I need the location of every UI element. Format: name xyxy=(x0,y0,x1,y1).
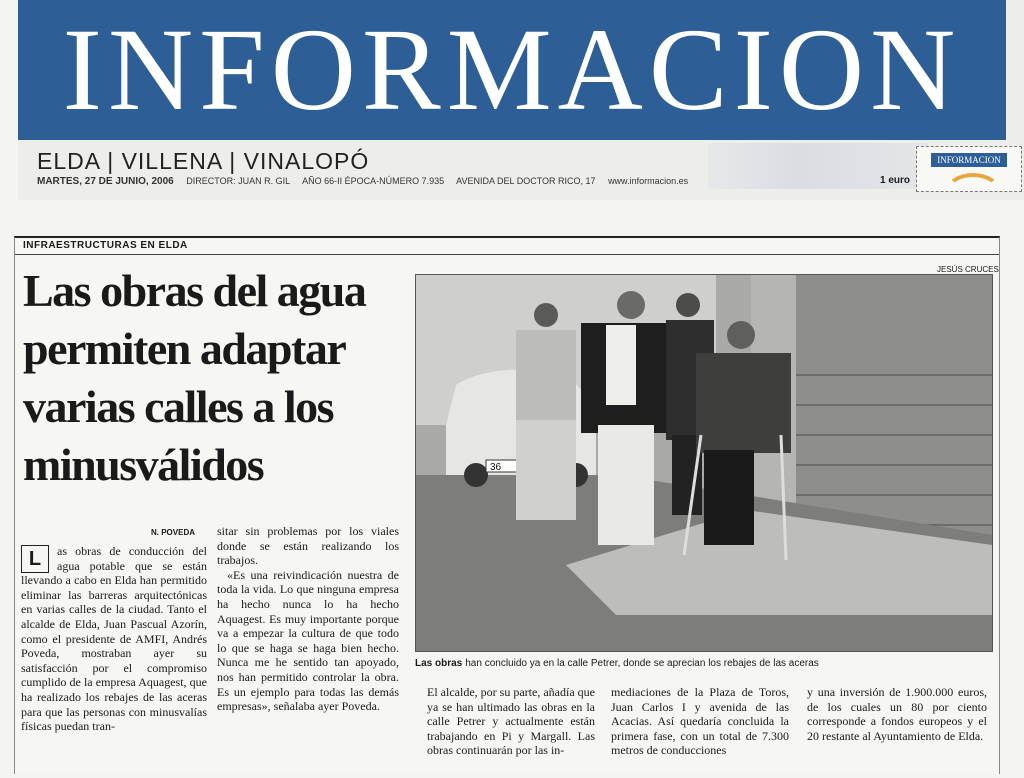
article-column-2 xyxy=(217,524,399,714)
column-2-paragraph-1: sitar sin problemas por los viales donde se están realizando los trabajos. xyxy=(217,524,399,568)
article-column-3 xyxy=(427,685,595,758)
mini-logo xyxy=(916,146,1022,192)
year-info: AÑO 66-II ÉPOCA-NÚMERO 7.935 xyxy=(302,176,445,186)
person-left xyxy=(516,303,576,520)
byline: N. POVEDA xyxy=(151,528,196,537)
masthead-info-line xyxy=(37,176,698,187)
dropcap: L xyxy=(21,545,49,573)
photo-caption xyxy=(415,658,991,669)
headline: Las obras del agua permiten adaptar varias calles a los minusválidos xyxy=(23,265,366,490)
caption-text: han concluido ya en la calle Petrer, donde se aprecian los rebajes de las aceras xyxy=(465,658,819,669)
mini-logo-text: INFORMACION xyxy=(931,153,1007,167)
mini-logo-arc xyxy=(945,173,1001,211)
column-5-text: y una inversión de 1.900.000 euros, de los cuales un 80 por ciento corresponde a fondos europeos y el 20 restante al Ayuntamiento de Elda. xyxy=(807,685,987,743)
article xyxy=(14,236,1000,774)
column-2-paragraph-2: «Es una reivindicación nuestra de toda la vida. Lo que ninguna empresa ha hecho nunca lo ha hecho Aquagest. Es muy importante porque va a empezar la cultura de que todo lo que se haga se haga bien hecho. Nunca me he sentido tan apoyado, nos han permitido controlar la obra. Es un ejemplo para todas las demás empresas», señalaba ayer Poveda. xyxy=(217,567,399,714)
street-photo xyxy=(415,274,993,652)
column-1-text: as obras de conducción del agua potable que se están llevando a cabo en Elda han permitido eliminar las barreras arquitectónicas en varias calles de la ciudad. Tanto el alcalde de Elda, Juan Pascual Azorín, como el presidente de AMFI, Andrés Poveda, mostraban ayer su satisfacción por el compromiso cumplido de la empresa Aquagest, que ha realizado los rebajes de las aceras para que las personas con minusvalías físicas puedan tran- xyxy=(21,544,207,734)
article-column-5 xyxy=(807,685,987,743)
column-4-text: mediaciones de la Plaza de Toros, Juan Carlos I y avenida de las Acacias. Así quedaría concluida la primera fase, con un total de 7.300 metros de conducciones xyxy=(611,685,789,758)
issue-date: MARTES, 27 DE JUNIO, 2006 xyxy=(37,176,174,187)
license-plate: 36 xyxy=(490,462,502,473)
newspaper-title: INFORMACION xyxy=(62,4,962,135)
photo-credit: JESÚS CRUCES xyxy=(937,265,999,274)
website: www.informacion.es xyxy=(608,176,689,186)
director: DIRECTOR: JUAN R. GIL xyxy=(186,176,291,186)
article-column-1 xyxy=(21,544,207,734)
address: AVENIDA DEL DOCTOR RICO, 17 xyxy=(456,176,596,186)
masthead-banner xyxy=(18,0,1006,140)
article-column-4 xyxy=(611,685,789,758)
caption-lead: Las obras xyxy=(415,658,463,669)
section-kicker: INFRAESTRUCTURAS EN ELDA xyxy=(23,240,188,251)
kicker-rule xyxy=(15,254,999,255)
street-photo-illustration xyxy=(416,275,992,651)
column-3-text: El alcalde, por su parte, añadía que ya se han ultimado las obras en la calle Petrer y actualmente están trabajando en Pi y Margall. Las obras continuarán por las in- xyxy=(427,685,595,758)
edition-label: ELDA | VILLENA | VINALOPÓ xyxy=(37,148,370,174)
price: 1 euro xyxy=(880,175,911,186)
